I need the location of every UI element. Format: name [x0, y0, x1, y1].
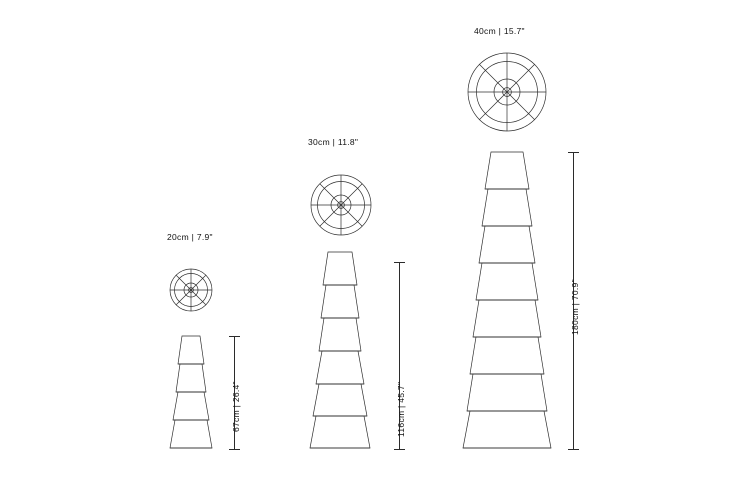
medium-top-view — [306, 170, 376, 240]
large-height-tick-bottom — [568, 449, 579, 450]
small-height-tick-top — [229, 336, 240, 337]
medium-diameter-label: 30cm | 11.8" — [308, 137, 359, 147]
medium-height-tick-bottom — [394, 449, 405, 450]
small-diameter-label: 20cm | 7.9" — [167, 232, 213, 242]
small-top-view — [165, 264, 217, 316]
large-height-label: 180cm | 70.9" — [570, 279, 580, 335]
large-height-tick-top — [568, 152, 579, 153]
large-elevation — [455, 148, 561, 450]
large-diameter-label: 40cm | 15.7" — [474, 26, 525, 36]
medium-height-tick-top — [394, 262, 405, 263]
small-elevation — [160, 332, 222, 450]
medium-height-label: 116cm | 45.7" — [396, 381, 406, 437]
large-top-view — [463, 48, 551, 136]
small-height-tick-bottom — [229, 449, 240, 450]
small-height-label: 67cm | 26.4" — [231, 381, 241, 432]
medium-elevation — [300, 248, 382, 450]
